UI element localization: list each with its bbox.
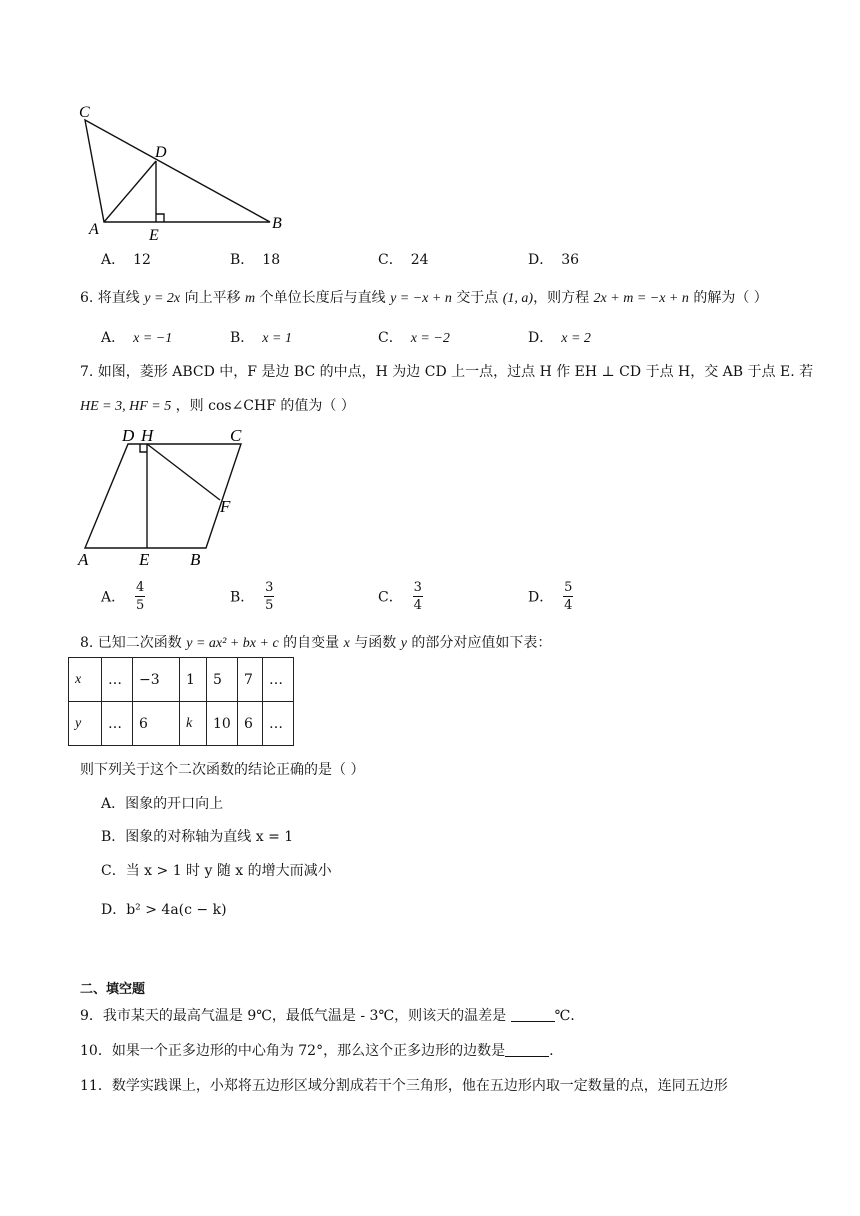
label-e: E: [149, 227, 159, 244]
label-h: H: [141, 426, 154, 445]
label-a: A: [89, 221, 99, 238]
segment-ad: [104, 161, 156, 222]
triangle-figure: [70, 96, 300, 246]
table-cell: y: [69, 702, 102, 746]
table-cell: 5: [207, 658, 238, 702]
value-table: [68, 657, 294, 746]
option-c[interactable]: C．当 x > 1 时 y 随 x 的增大而减小: [101, 863, 332, 879]
right-angle-mark: [156, 214, 164, 222]
label-f: F: [220, 497, 231, 516]
rhombus-figure: [72, 424, 282, 574]
option-d[interactable]: D． 36: [528, 252, 580, 268]
question-6: 6. 将直线 y = 2x 向上平移 m 个单位长度后与直线 y = −x + n 交于点 (1, a)，则方程 2x + m = −x + n 的解为（ ）: [80, 290, 768, 306]
label-b: B: [272, 215, 282, 232]
triangle-abc: [85, 120, 270, 222]
label-d: D: [155, 144, 167, 161]
question-8-intro: 8. 已知二次函数 y = ax² + bx + c 的自变量 x 与函数 y 的部分对应值如下表：: [80, 635, 552, 651]
table-cell: …: [263, 702, 294, 746]
answer-blank[interactable]: [511, 1007, 555, 1022]
option-c[interactable]: C． 24: [378, 252, 429, 268]
label-c: C: [79, 104, 90, 121]
question-9: 9．我市某天的最高气温是 9℃，最低气温是 - 3℃，则该天的温差是 ℃.: [80, 1008, 575, 1024]
label-c: C: [230, 426, 242, 445]
question-11: 11．数学实践课上，小郑将五边形区域分割成若干个三角形，他在五边形内取一定数量的点，连同五边形: [80, 1078, 728, 1094]
option-b[interactable]: B． x = 1: [230, 330, 292, 346]
question-10: 10．如果一个正多边形的中心角为 72°，那么这个正多边形的边数是 .: [80, 1043, 554, 1059]
table-cell: x: [69, 658, 102, 702]
label-b: B: [190, 550, 201, 569]
section-title: 二、填空题: [80, 982, 146, 997]
option-c[interactable]: C． x = −2: [378, 330, 450, 346]
table-cell: 10: [207, 702, 238, 746]
table-cell: −3: [133, 658, 180, 702]
question-8-stem: 则下列关于这个二次函数的结论正确的是（ ）: [80, 762, 365, 778]
option-d[interactable]: D．b² > 4a(c − k): [101, 902, 227, 918]
table-cell: 1: [180, 658, 207, 702]
right-angle-mark: [140, 444, 147, 452]
table-row-x: [69, 658, 294, 702]
label-a: A: [78, 550, 89, 569]
option-a[interactable]: A． 12: [101, 252, 151, 268]
label-e: E: [139, 550, 150, 569]
table-cell: …: [102, 702, 133, 746]
table-cell: …: [102, 658, 133, 702]
option-d[interactable]: D． x = 2: [528, 330, 591, 346]
question-7-line1: 7. 如图，菱形 ABCD 中，F 是边 BC 的中点，H 为边 CD 上一点，过点 H 作 EH ⊥ CD 于点 H，交 AB 于点 E. 若: [80, 364, 814, 380]
table-cell: 6: [133, 702, 180, 746]
segment-hf: [147, 444, 220, 500]
table-cell: k: [180, 702, 207, 746]
option-b[interactable]: B． $\frac{3}{5}$: [230, 580, 274, 613]
rhombus-abcd: [85, 444, 241, 548]
option-b[interactable]: B．图象的对称轴为直线 x = 1: [101, 829, 294, 845]
option-a[interactable]: A． x = −1: [101, 330, 173, 346]
table-cell: 6: [238, 702, 263, 746]
table-cell: 7: [238, 658, 263, 702]
question-7-line2: HE = 3, HF = 5 ，则 cos∠CHF 的值为（ ）: [80, 398, 355, 414]
answer-blank[interactable]: [505, 1042, 549, 1057]
table-row-y: [69, 702, 294, 746]
option-d[interactable]: D． $\frac{5}{4}$: [528, 580, 573, 613]
label-d: D: [122, 426, 135, 445]
option-b[interactable]: B． 18: [230, 252, 281, 268]
table-cell: …: [263, 658, 294, 702]
option-a[interactable]: A．图象的开口向上: [101, 796, 224, 812]
option-c[interactable]: C． $\frac{3}{4}$: [378, 580, 422, 613]
option-a[interactable]: A． $\frac{4}{5}$: [101, 580, 145, 613]
